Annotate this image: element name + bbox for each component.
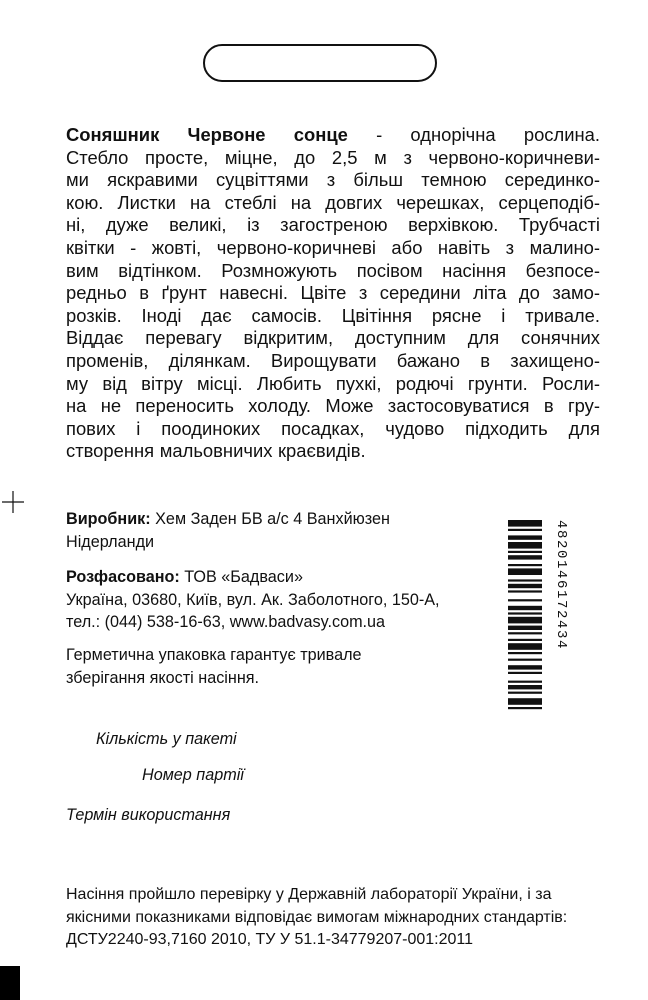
packer-label: Розфасовано:: [66, 568, 180, 586]
description-line: розків. Іноді дає самосів. Цвітіння рясне і тривале.: [66, 304, 600, 326]
corner-print-mark: [0, 966, 20, 1000]
description-line: вим відтінком. Розмножують посівом насіння безпосе-: [66, 259, 600, 281]
barcode-bar: [508, 707, 542, 709]
description-line: му від вітру місці. Любить пухкі, родючі грунти. Росли-: [66, 372, 600, 394]
description-line: кою. Листки на стеблі на довгих черешках, серцеподіб-: [66, 191, 600, 213]
term-field-label: Термін використання: [66, 806, 231, 824]
producer-label: Виробник:: [66, 510, 151, 528]
barcode-bar: [508, 568, 542, 575]
barcode-bar: [508, 520, 542, 527]
guarantee-note: Герметична упаковка гарантує тривале зберігання якості насіння.: [66, 646, 362, 687]
product-title: Соняшник Червоне сонце: [66, 124, 348, 145]
barcode-bar: [508, 692, 542, 694]
description-line: Стебло просте, міцне, до 2,5 м з червоно-коричневи-: [66, 146, 600, 168]
barcode-digits: 4820146172434: [553, 520, 569, 651]
description-line: на не переносить холоду. Може застосовуватися в гру-: [66, 395, 600, 417]
barcode-bar: [508, 555, 542, 559]
barcode-bar: [508, 643, 542, 650]
barcode-bar: [508, 551, 542, 553]
description-line: редньо в ґрунт навесні. Цвіте з середини літа до замо-: [66, 282, 600, 304]
description-line: створення мальовничих краєвидів.: [66, 440, 366, 462]
description-line: пових і поодиноких посадках, чудово підходить для: [66, 417, 600, 439]
barcode-bar: [508, 626, 542, 630]
product-description: [66, 124, 600, 463]
description-line: квітки - жовті, червоно-коричневі або навіть з малино-: [66, 236, 600, 258]
barcode-bar: [508, 632, 542, 634]
barcode-bar: [508, 542, 542, 549]
description-line: Соняшник Червоне сонце - однорічна рослина.: [66, 124, 600, 145]
barcode-bar: [508, 652, 542, 654]
description-line: променів, ділянкам. Вирощувати бажано в захищено-: [66, 349, 600, 371]
packer-block: [66, 566, 440, 634]
barcode-bar: [508, 579, 542, 581]
barcode-bar: [508, 665, 542, 669]
producer-name: Хем Заден БВ а/с 4 Ванхйюзен: [150, 510, 390, 528]
description-line: ні, дуже великі, із загостреною верхівкою. Трубчасті: [66, 214, 600, 236]
packer-name: ТОВ «Бадваси»: [179, 568, 303, 586]
barcode-bar: [508, 584, 542, 588]
description-line: Віддає перевагу відкритим, доступним для сонячних: [66, 327, 600, 349]
barcode-bar: [508, 698, 542, 705]
barcode-bar: [508, 681, 542, 683]
barcode-bar: [508, 639, 542, 641]
quantity-field-label: Кількість у пакеті: [96, 730, 237, 748]
barcode-bar: [508, 529, 542, 531]
barcode-bar: [508, 599, 542, 601]
packer-contacts: тел.: (044) 538-16-63, www.badvasy.com.ua: [66, 613, 386, 631]
barcode-bar: [508, 617, 542, 624]
lab-certification-note: Насіння пройшло перевірку у Державній лабораторії України, і за якісними показниками відповідає вимогам міжнародних стандартів: ДСТУ2240-93,7160 2010, ТУ У 51.1-34779207-001:2011: [66, 886, 568, 948]
barcode-bar: [508, 590, 542, 592]
hang-hole-slot: [203, 44, 437, 82]
crop-mark-icon: [2, 491, 24, 513]
barcode-bar: [508, 564, 542, 566]
barcode-bar: [508, 685, 542, 689]
description-line: ми яскравими суцвіттями з більш темною серединко-: [66, 169, 600, 191]
barcode-bar: [508, 606, 542, 610]
packer-address: Україна, 03680, Київ, вул. Ак. Заболотного, 150-А,: [66, 590, 440, 609]
barcode-bar: [508, 535, 542, 539]
batch-field-label: Номер партії: [142, 766, 244, 784]
barcode-bar: [508, 659, 542, 661]
producer-country: Нідерланди: [66, 532, 155, 551]
barcode-bar: [508, 612, 542, 614]
producer-block: [66, 508, 390, 553]
barcode-bar: [508, 672, 542, 674]
